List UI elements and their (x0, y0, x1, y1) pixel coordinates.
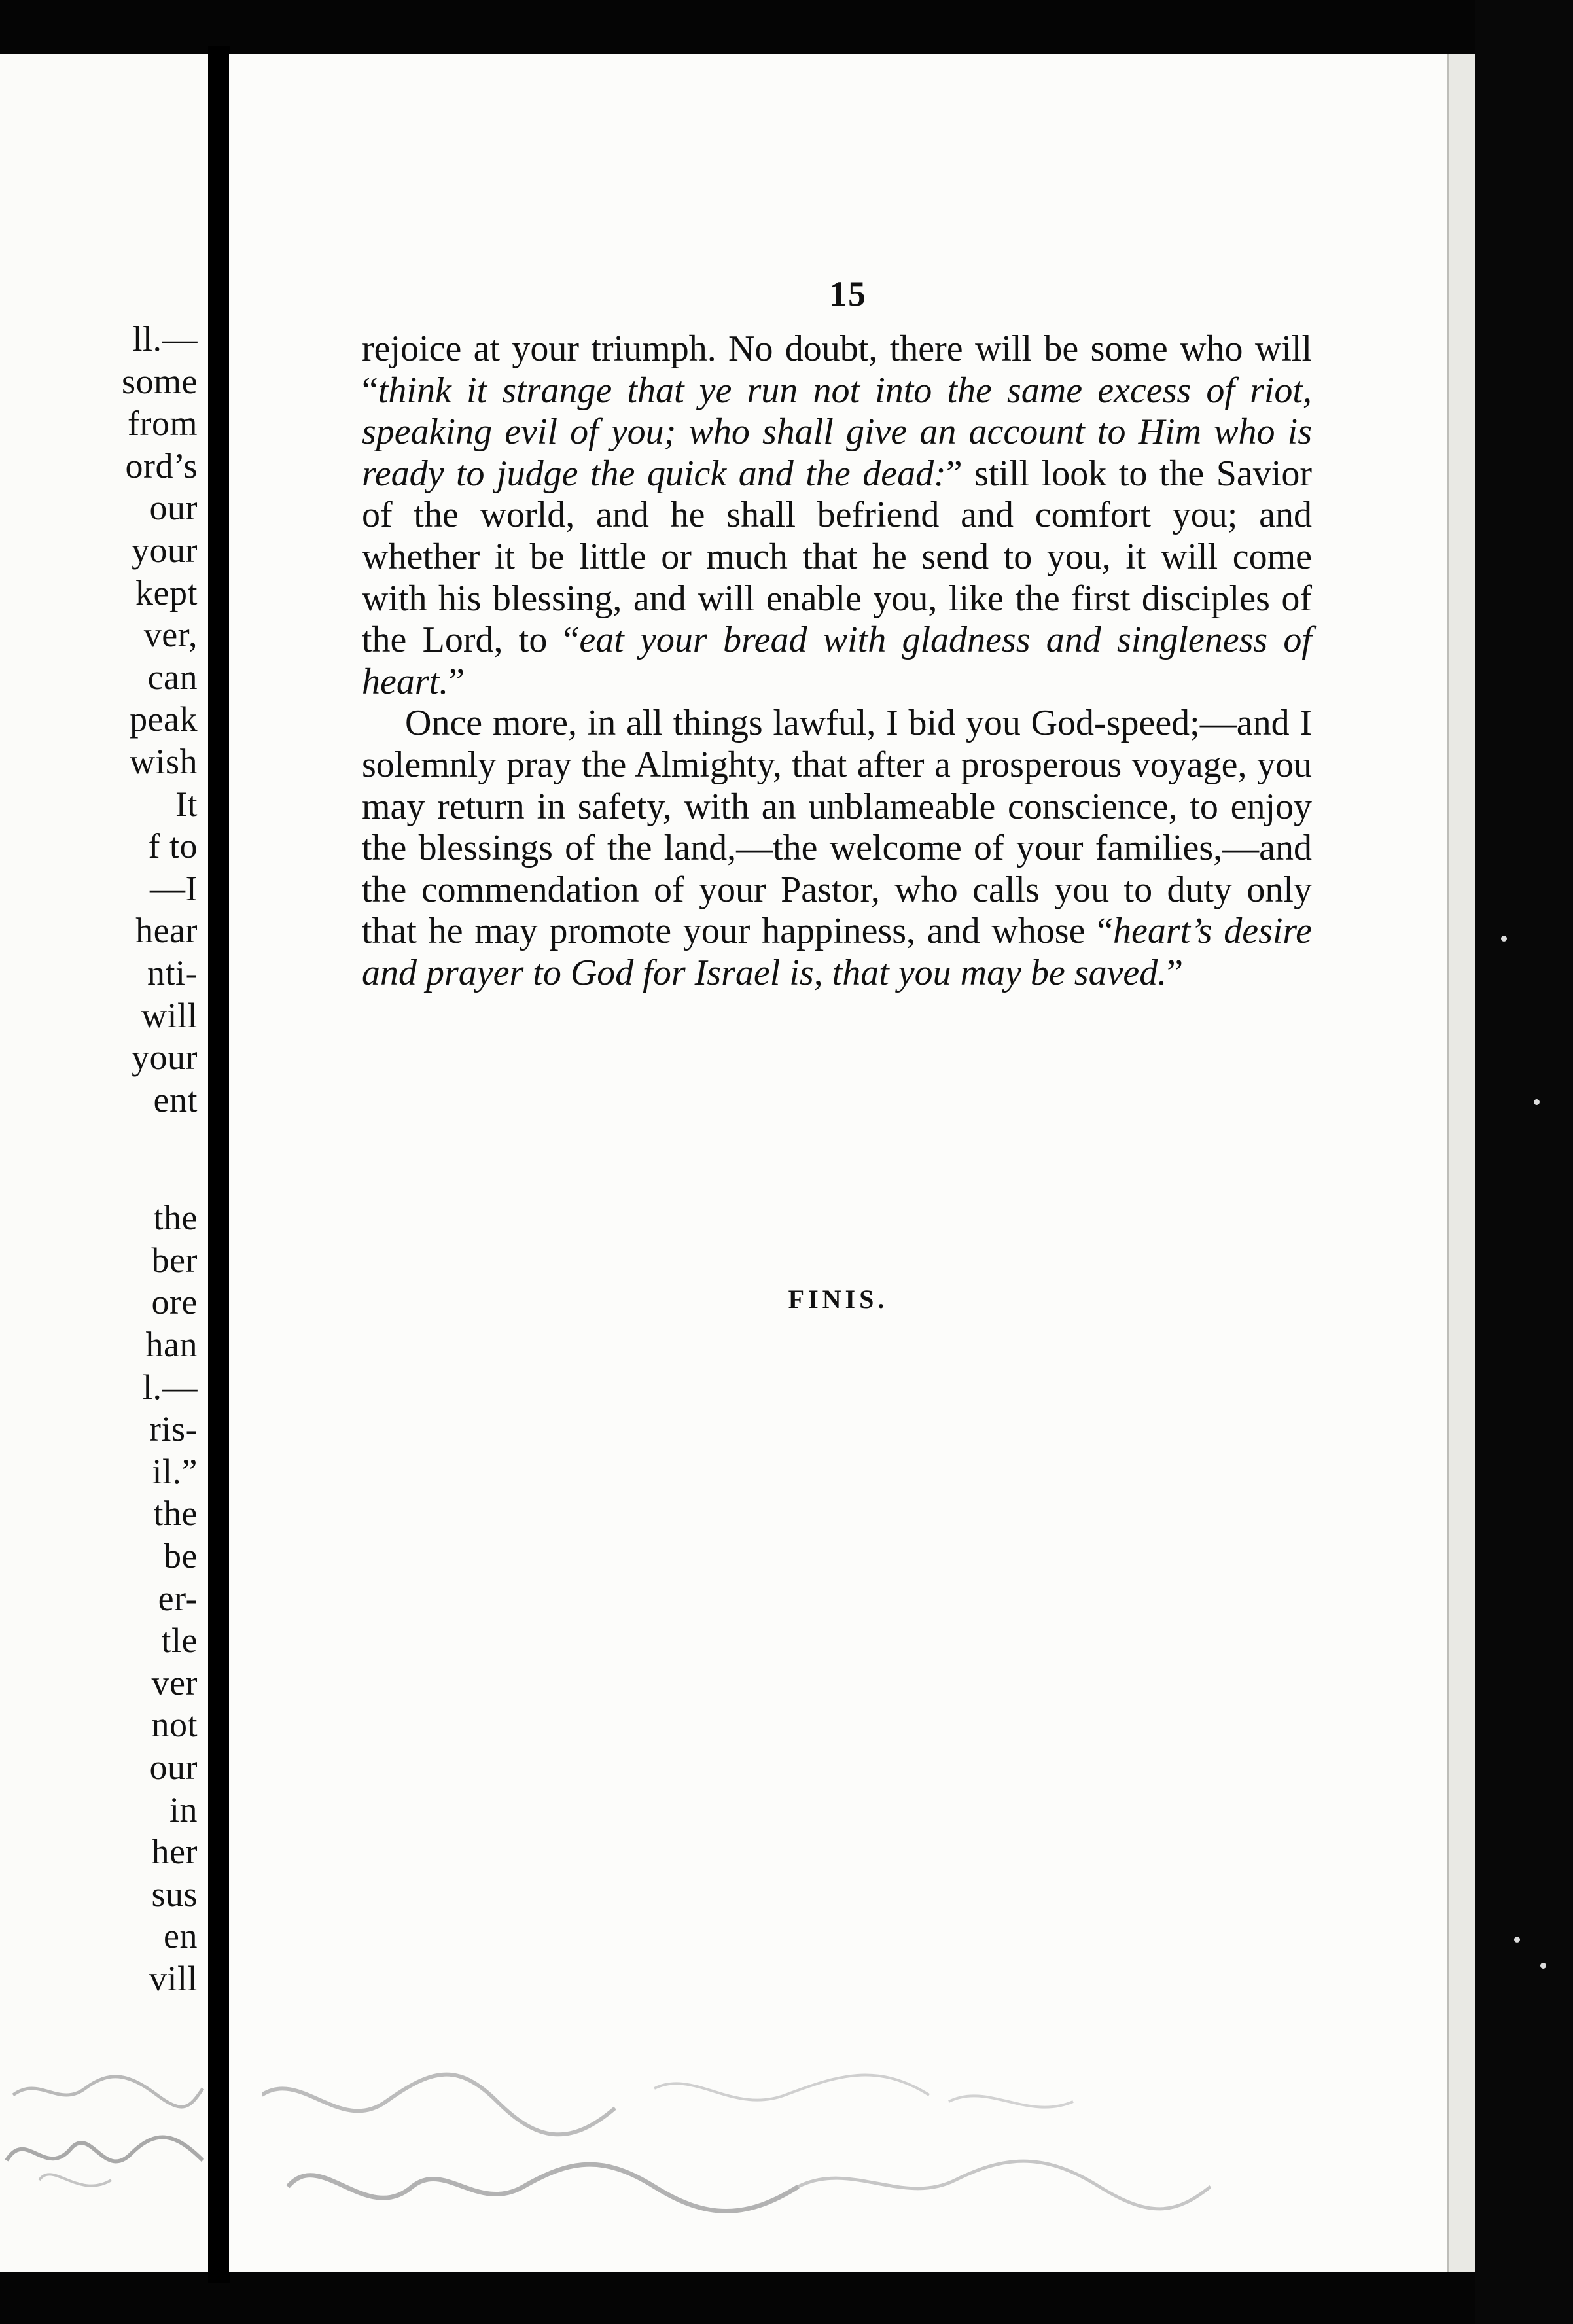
previous-page-line: ll.— (132, 319, 198, 359)
previous-page-line: il.” (152, 1451, 198, 1491)
finis-label: FINIS. (788, 1284, 889, 1314)
previous-page-line: It (175, 784, 198, 824)
previous-page-line: not (151, 1705, 198, 1745)
previous-page-line (1, 1121, 198, 1197)
paragraph-2: Once more, in all things lawful, I bid you God-speed;—and I solemnly pray the Almighty, that after a prosperous voyage, you may return in safety, with an unblameable conscience, to enjoy the blessings of the land,—the welcome of your families,—and the commendation of your Pastor, who calls you to duty only that he may promote your happiness, and whose “heart’s desire and prayer to God for Israel is, that you may be saved.” (362, 703, 1312, 993)
scripture-quote-1: think it strange that ye run not into the same excess of riot, speaking evil of you; who shall give an account to Him who is ready to judge the quick and the dead: (362, 370, 1312, 494)
previous-page-line: —I (150, 868, 198, 908)
previous-page-line: from (128, 404, 198, 444)
previous-page-line: ber (151, 1240, 198, 1280)
book-page (229, 54, 1447, 2272)
previous-page-line: our (149, 488, 198, 528)
previous-page-line: ris- (149, 1409, 198, 1449)
scripture-quote-3: heart’s desire and prayer to God for Israel is, that you may be saved. (362, 911, 1312, 993)
previous-page-line: in (169, 1789, 198, 1829)
previous-page-line: the (153, 1494, 198, 1534)
previous-page-line: ent (153, 1080, 198, 1119)
previous-page-line: kept (135, 572, 198, 612)
binding-gutter (208, 46, 230, 2283)
previous-page-line: some (122, 361, 198, 401)
previous-page-line: your (132, 530, 198, 570)
previous-page-line: ord’s (125, 446, 198, 485)
previous-page-line: f to (148, 826, 198, 866)
previous-page-line: hear (135, 911, 198, 951)
paragraph-1: rejoice at your triumph. No doubt, there will be some who will “think it strange that ye run not into the same excess of riot, speaking evil of you; who shall give an account to Him who is ready to judge the quick and the dead:” still look to the Savior of the world, and he shall befriend and comfort you; and whether it be little or much that he send to you, it will come with his blessing, and will enable you, like the first disciples of the Lord, to “eat your bread with gladness and singleness of heart.” (362, 328, 1312, 702)
previous-page-line: wish (129, 741, 198, 781)
previous-page-fragment (0, 54, 208, 2272)
pencil-signature (262, 1990, 1211, 2265)
previous-page-line: her (151, 1832, 198, 1872)
previous-page-line: ver (151, 1663, 198, 1702)
previous-page-line: ver, (143, 615, 198, 655)
body-text (362, 328, 1312, 995)
next-leaf-edge (1447, 54, 1477, 2272)
previous-page-line: be (164, 1536, 198, 1576)
previous-page-line: er- (158, 1578, 198, 1618)
previous-page-line: sus (151, 1874, 198, 1914)
previous-page-line: l.— (142, 1367, 198, 1407)
previous-page-line: en (164, 1916, 198, 1956)
previous-page-line: will (141, 995, 198, 1035)
previous-page-line: han (145, 1325, 198, 1365)
previous-page-line: nti- (147, 953, 198, 993)
page-number: 15 (829, 274, 867, 313)
previous-page-line: ore (151, 1282, 198, 1322)
previous-page-line: your (132, 1038, 198, 1078)
scripture-quote-2: eat your bread with gladness and singleness of heart. (362, 620, 1312, 702)
pencil-signature-fragment (0, 2049, 208, 2219)
previous-page-line: the (153, 1198, 198, 1238)
previous-page-text-column (1, 318, 198, 2000)
previous-page-line: vill (149, 1958, 198, 1998)
dark-background (1475, 0, 1573, 2324)
previous-page-line: tle (161, 1621, 198, 1661)
previous-page-line: can (147, 657, 198, 697)
previous-page-line: peak (130, 699, 198, 739)
previous-page-line: our (149, 1748, 198, 1787)
